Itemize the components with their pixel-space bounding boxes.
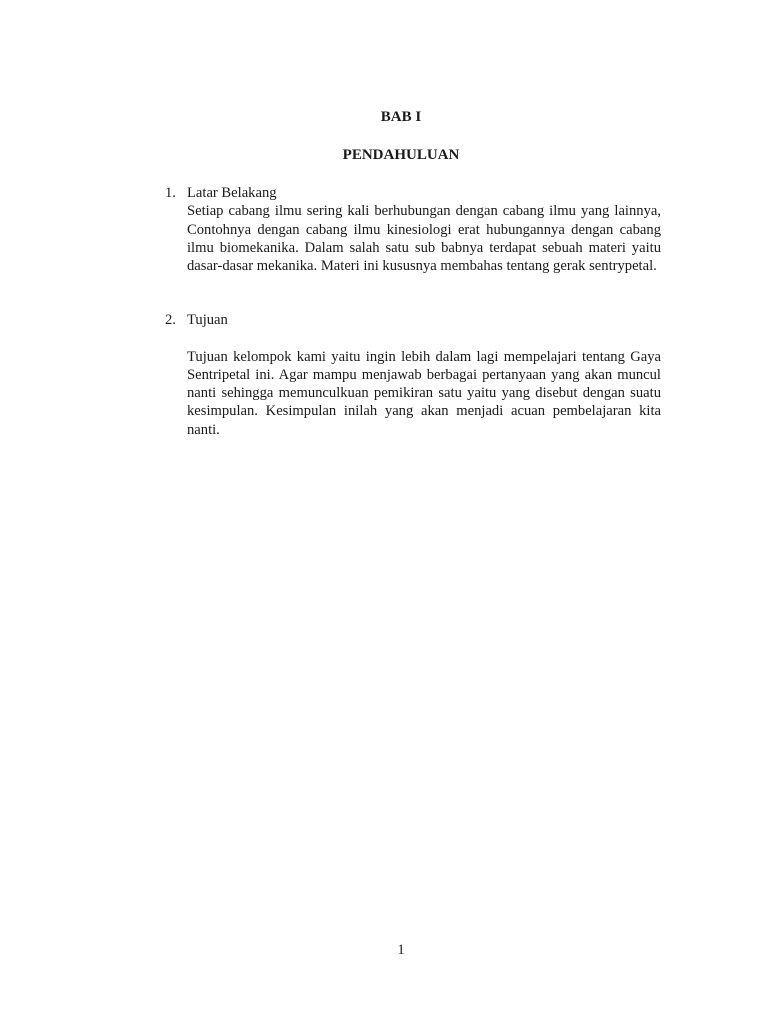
section-heading <box>165 311 661 329</box>
section-title: Tujuan <box>187 312 228 328</box>
chapter-title: PENDAHULUAN <box>342 147 460 163</box>
section-title: Latar Belakang <box>187 185 277 201</box>
section-paragraph: Setiap cabang ilmu sering kali berhubungan dengan cabang ilmu yang lainnya, Contohnya dengan cabang ilmu kinesiologi erat hubungannya dengan cabang ilmu biomekanika. Dalam salah satu sub babnya terdapat sebuah materi yaitu dasar-dasar mekanika. Materi ini kususnya membahas tentang gerak sentrypetal. <box>187 203 661 275</box>
section-number: 2. <box>165 312 176 328</box>
page-number: 1 <box>397 942 405 958</box>
section-tujuan <box>165 311 661 439</box>
section-paragraph: Tujuan kelompok kami yaitu ingin lebih dalam lagi mempelajari tentang Gaya Sentripetal ini. Agar mampu menjawab berbagai pertanyaan yang akan muncul nanti sehingga memunculkuan pemikiran satu yaitu yang disebut dengan suatu kesimpulan. Kesimpulan inilah yang akan menjadi acuan pembelajaran kita nanti. <box>187 348 661 438</box>
section-latar-belakang <box>165 184 661 275</box>
section-heading <box>165 184 661 202</box>
chapter-number: BAB I <box>380 109 422 125</box>
section-number: 1. <box>165 185 176 201</box>
